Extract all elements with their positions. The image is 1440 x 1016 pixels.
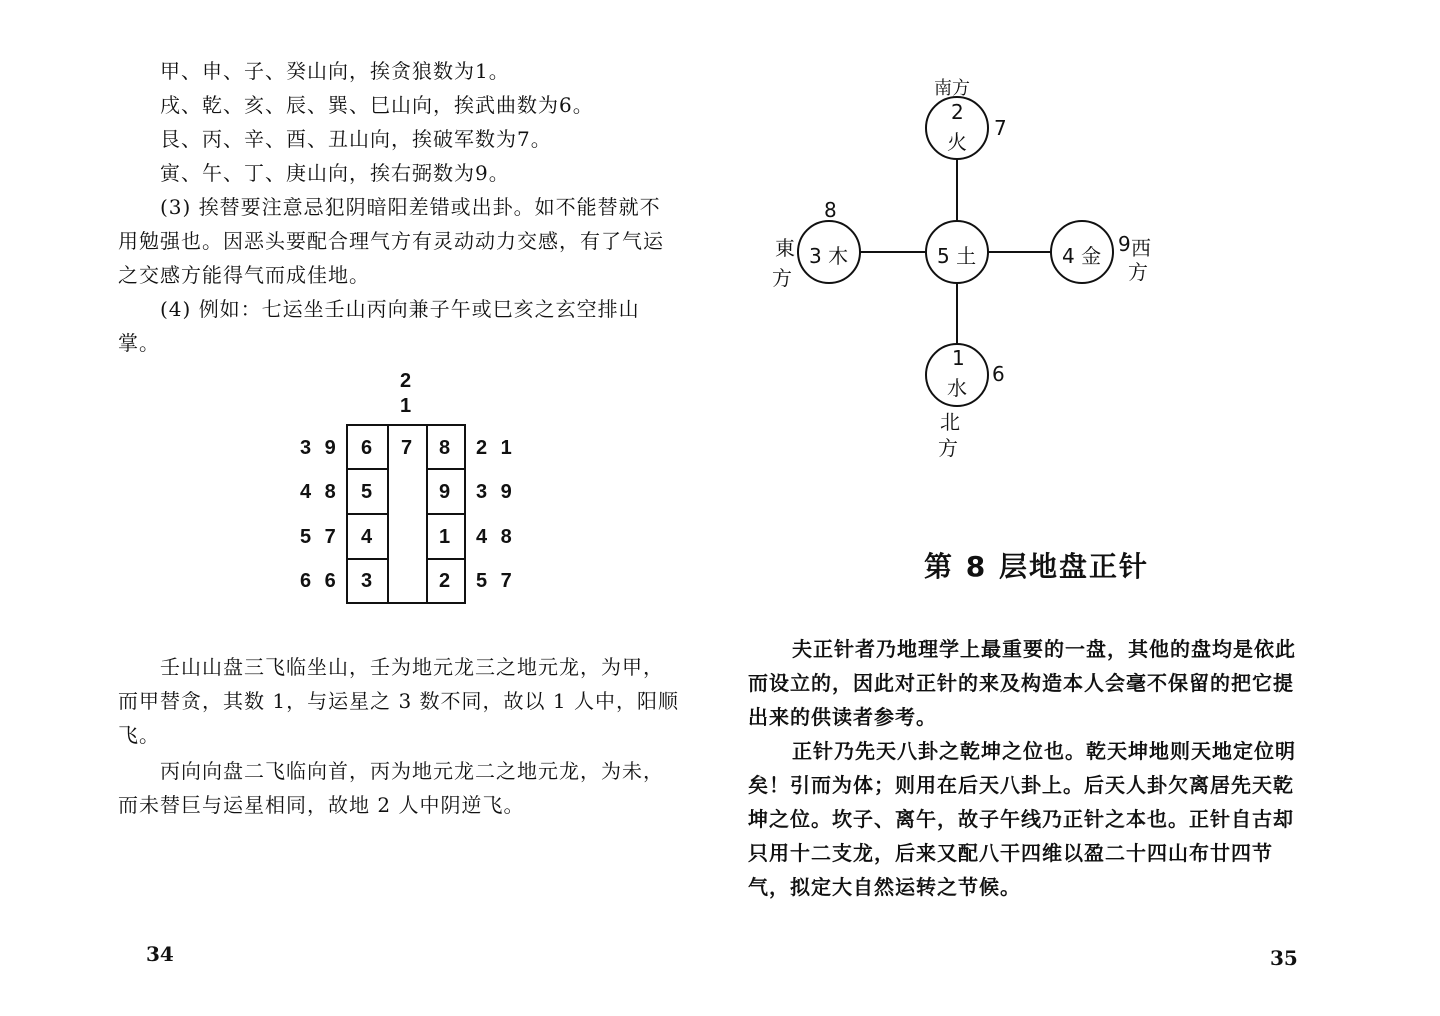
text-line: 而甲替贪，其数 1，与运星之 3 数不同，故以 1 人中，阳顺 xyxy=(118,689,679,713)
west-circle-label: 4 金 xyxy=(1062,244,1102,268)
north-label-bottom: 方 xyxy=(938,436,958,460)
text-line: 之交感方能得气而成佳地。 xyxy=(118,263,370,287)
east-circle-label: 3 木 xyxy=(809,244,849,268)
grid-side-label: 5 7 xyxy=(476,570,516,592)
grid-top-label: 1 xyxy=(400,395,412,417)
grid-cell: 1 xyxy=(439,526,451,548)
text-line: 甲、申、子、癸山向，挨贪狼数为1。 xyxy=(160,59,510,83)
west-label-top: 西 xyxy=(1131,236,1151,260)
text-line: 出来的供读者参考。 xyxy=(748,705,937,729)
grid-cell: 4 xyxy=(361,526,373,548)
page-number: 35 xyxy=(1270,946,1298,970)
text-line: 寅、午、丁、庚山向，挨右弼数为9。 xyxy=(160,161,510,185)
grid-side-label: 2 1 xyxy=(476,437,516,459)
east-label-top: 東 xyxy=(775,236,795,260)
text-line: 艮、丙、辛、酉、丑山向，挨破军数为7。 xyxy=(160,127,552,151)
text-line: 飞。 xyxy=(118,723,160,747)
text-line: 而未替巨与运星相同，故地 2 人中阴逆飞。 xyxy=(118,793,525,817)
east-label-bottom: 方 xyxy=(772,266,792,290)
text-line: 而设立的，因此对正针的来及构造本人会毫不保留的把它提 xyxy=(748,671,1294,695)
grid-side-label: 6 6 xyxy=(300,570,340,592)
north-outer-number: 6 xyxy=(992,362,1005,386)
grid-side-label: 3 9 xyxy=(300,437,340,459)
grid-cell: 2 xyxy=(439,570,451,592)
page-number: 34 xyxy=(146,942,174,966)
text-line: 矣！引而为体；则用在后天八卦上。后天人卦欠离居先天乾 xyxy=(748,773,1294,797)
grid-side-label: 3 9 xyxy=(476,481,516,503)
north-label-top: 北 xyxy=(940,410,960,434)
east-outer-number: 8 xyxy=(824,198,837,222)
grid-side-label: 5 7 xyxy=(300,526,340,548)
grid-cell: 5 xyxy=(361,481,373,503)
grid-side-label: 4 8 xyxy=(476,526,516,548)
section-title: 第 8 层地盘正针 xyxy=(924,550,1149,583)
south-circle-number: 2 xyxy=(951,100,964,124)
text-line: 壬山山盘三飞临坐山，壬为地元龙三之地元龙，为甲， xyxy=(160,655,664,679)
text-line: 用勉强也。因恶头要配合理气方有灵动动力交感，有了气运 xyxy=(118,229,664,253)
south-outer-number: 7 xyxy=(994,116,1007,140)
grid-side-label: 4 8 xyxy=(300,481,340,503)
text-line: 只用十二支龙，后来又配八干四维以盈二十四山布廿四节 xyxy=(748,841,1273,865)
south-circle-element: 火 xyxy=(947,130,967,154)
west-outer-number: 9 xyxy=(1118,232,1131,256)
west-label-bottom: 方 xyxy=(1128,260,1148,284)
text-line: 夫正针者乃地理学上最重要的一盘，其他的盘均是依此 xyxy=(792,637,1296,661)
north-circle-number: 1 xyxy=(952,346,965,370)
center-circle-label: 5 土 xyxy=(937,244,977,268)
text-line: 掌。 xyxy=(118,331,160,355)
text-line: 丙向向盘二飞临向首，丙为地元龙二之地元龙，为未， xyxy=(160,759,664,783)
grid-top-label: 2 xyxy=(400,370,412,392)
grid-cell: 7 xyxy=(401,437,413,459)
grid-cell: 3 xyxy=(361,570,373,592)
north-circle-element: 水 xyxy=(947,376,967,400)
grid-cell: 6 xyxy=(361,437,373,459)
grid-cell: 8 xyxy=(439,437,451,459)
text-line: 正针乃先天八卦之乾坤之位也。乾天坤地则天地定位明 xyxy=(792,739,1296,763)
text-line: (4) 例如：七运坐壬山丙向兼子午或巳亥之玄空排山 xyxy=(160,297,640,321)
grid-cell: 9 xyxy=(439,481,451,503)
text-line: 气，拟定大自然运转之节候。 xyxy=(748,875,1021,899)
text-line: (3) 挨替要注意忌犯阴暗阳差错或出卦。如不能替就不 xyxy=(160,195,661,219)
text-line: 坤之位。坎子、离午，故子午线乃正针之本也。正针自古却 xyxy=(748,807,1294,831)
south-label: 南方 xyxy=(934,78,970,99)
right-page xyxy=(720,0,1440,1016)
text-line: 戌、乾、亥、辰、巽、巳山向，挨武曲数为6。 xyxy=(160,93,594,117)
